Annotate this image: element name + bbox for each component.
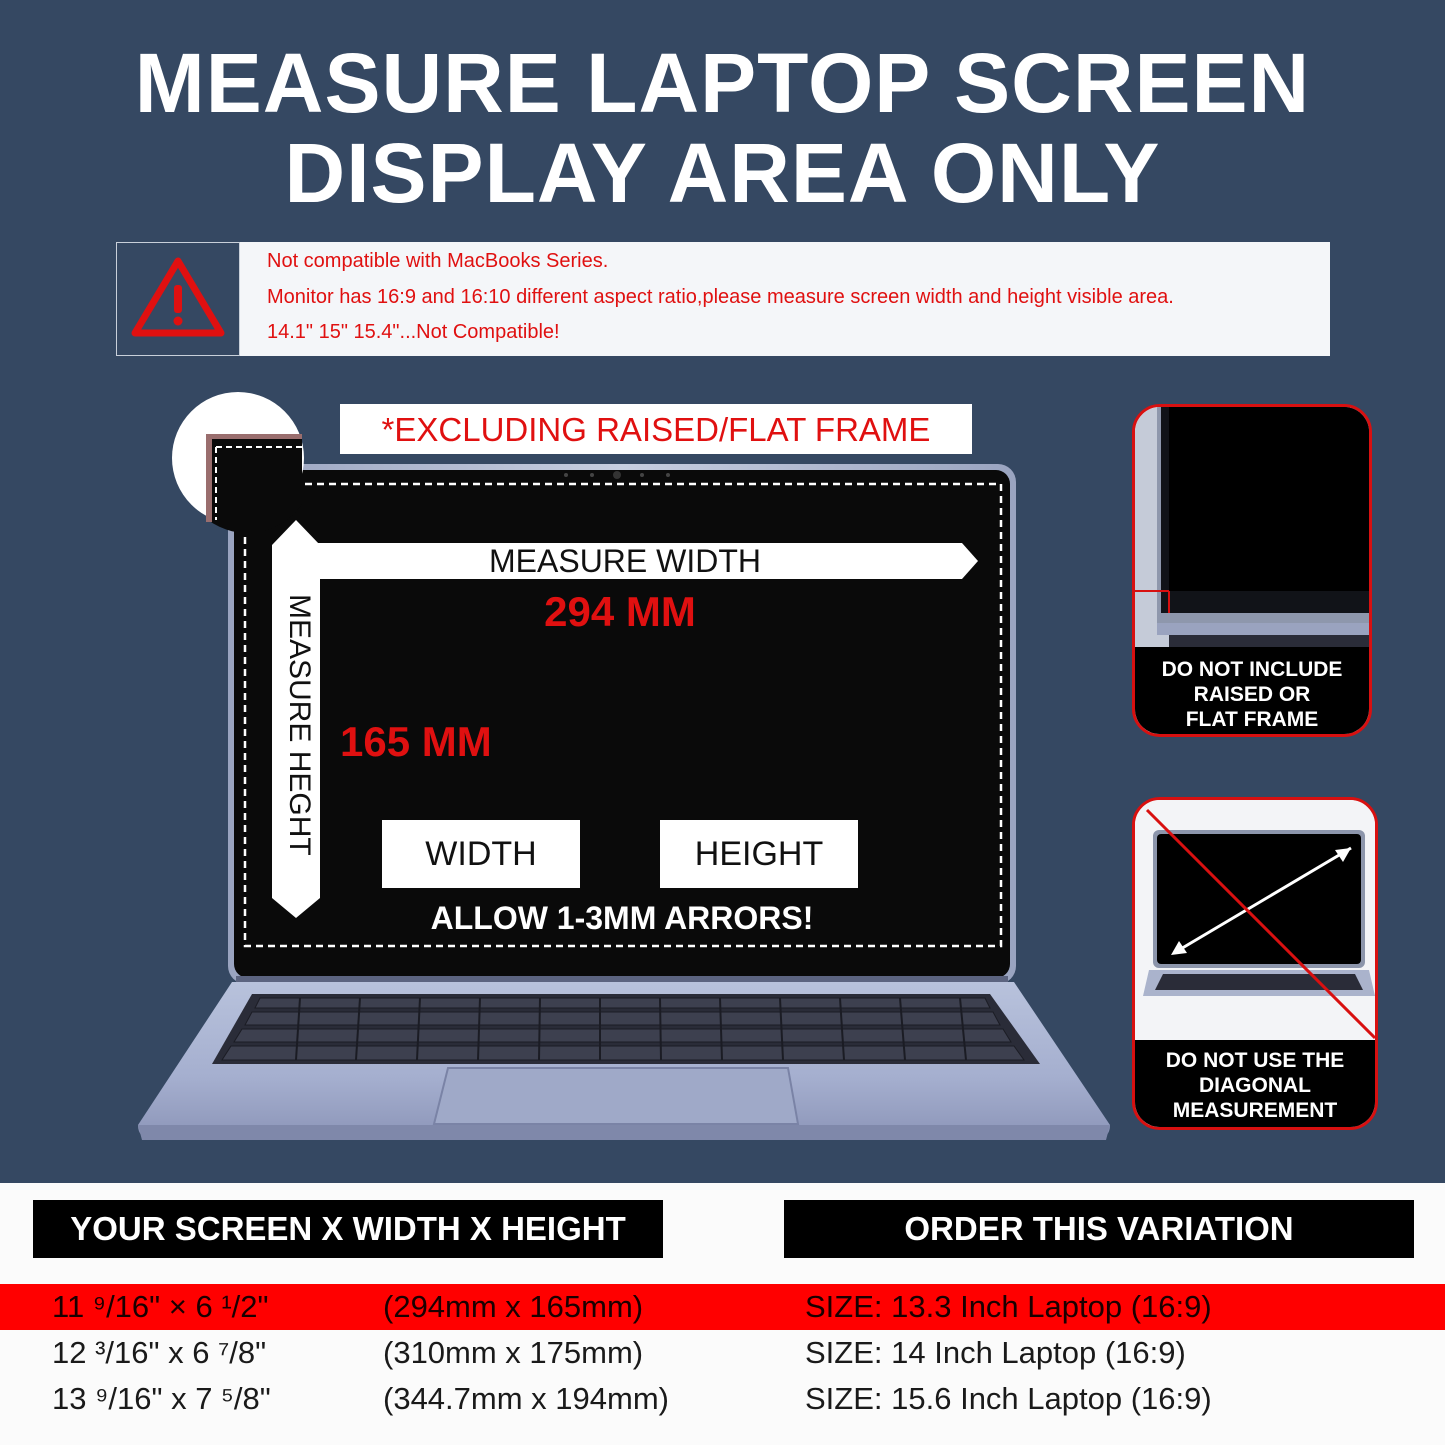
row-mm: (310mm x 175mm) — [383, 1335, 644, 1370]
row-inches: 11 ⁹/16" × 6 ¹/2" — [52, 1289, 269, 1324]
excluding-frame-label: *EXCLUDING RAISED/FLAT FRAME — [340, 404, 972, 454]
frame-panel — [1132, 404, 1372, 737]
frame-zoom-illustration — [1135, 407, 1371, 647]
table-row — [0, 1284, 1445, 1330]
measure-width-label: MEASURE WIDTH — [489, 543, 761, 579]
row-variation: SIZE: 15.6 Inch Laptop (16:9) — [805, 1381, 1212, 1416]
tolerance-note: ALLOW 1-3MM ARRORS! — [430, 900, 814, 936]
diagonal-caption: DO NOT USE THE DIAGONAL MEASUREMENT — [1135, 1040, 1375, 1130]
row-variation: SIZE: 14 Inch Laptop (16:9) — [805, 1335, 1186, 1370]
measure-height-label-wrap — [274, 594, 324, 894]
table-header-variation: ORDER THIS VARIATION — [784, 1200, 1414, 1258]
row-mm: (294mm x 165mm) — [383, 1289, 644, 1324]
width-box: WIDTH — [382, 820, 580, 888]
title-line-1: MEASURE LAPTOP SCREEN — [134, 36, 1311, 130]
table-row — [0, 1330, 1445, 1376]
diagonal-illustration — [1135, 800, 1377, 1040]
diagonal-panel — [1132, 797, 1378, 1130]
title-line-2: DISPLAY AREA ONLY — [284, 126, 1161, 220]
warning-line-1: Not compatible with MacBooks Series. — [267, 250, 609, 272]
measure-height-label: MEASURE HEGHT — [283, 594, 316, 856]
warning-triangle-icon — [117, 243, 239, 355]
height-value: 165 MM — [340, 718, 492, 765]
warning-line-3: 14.1" 15" 15.4"...Not Compatible! — [267, 321, 560, 343]
height-box: HEIGHT — [660, 820, 858, 888]
table-row — [0, 1376, 1445, 1422]
warning-line-2: Monitor has 16:9 and 16:10 different aspect ratio,please measure screen width and height visible area. — [267, 286, 1174, 308]
width-value: 294 MM — [544, 588, 696, 635]
warning-icon-box — [116, 242, 240, 356]
page-title — [0, 38, 1445, 218]
table-header-screen: YOUR SCREEN X WIDTH X HEIGHT — [33, 1200, 663, 1258]
row-inches: 13 ⁹/16" x 7 ⁵/8" — [52, 1381, 271, 1416]
frame-caption: DO NOT INCLUDE RAISED OR FLAT FRAME — [1135, 647, 1369, 737]
row-variation: SIZE: 13.3 Inch Laptop (16:9) — [805, 1289, 1212, 1324]
row-inches: 12 ³/16" x 6 ⁷/8" — [52, 1335, 267, 1370]
row-mm: (344.7mm x 194mm) — [383, 1381, 669, 1416]
